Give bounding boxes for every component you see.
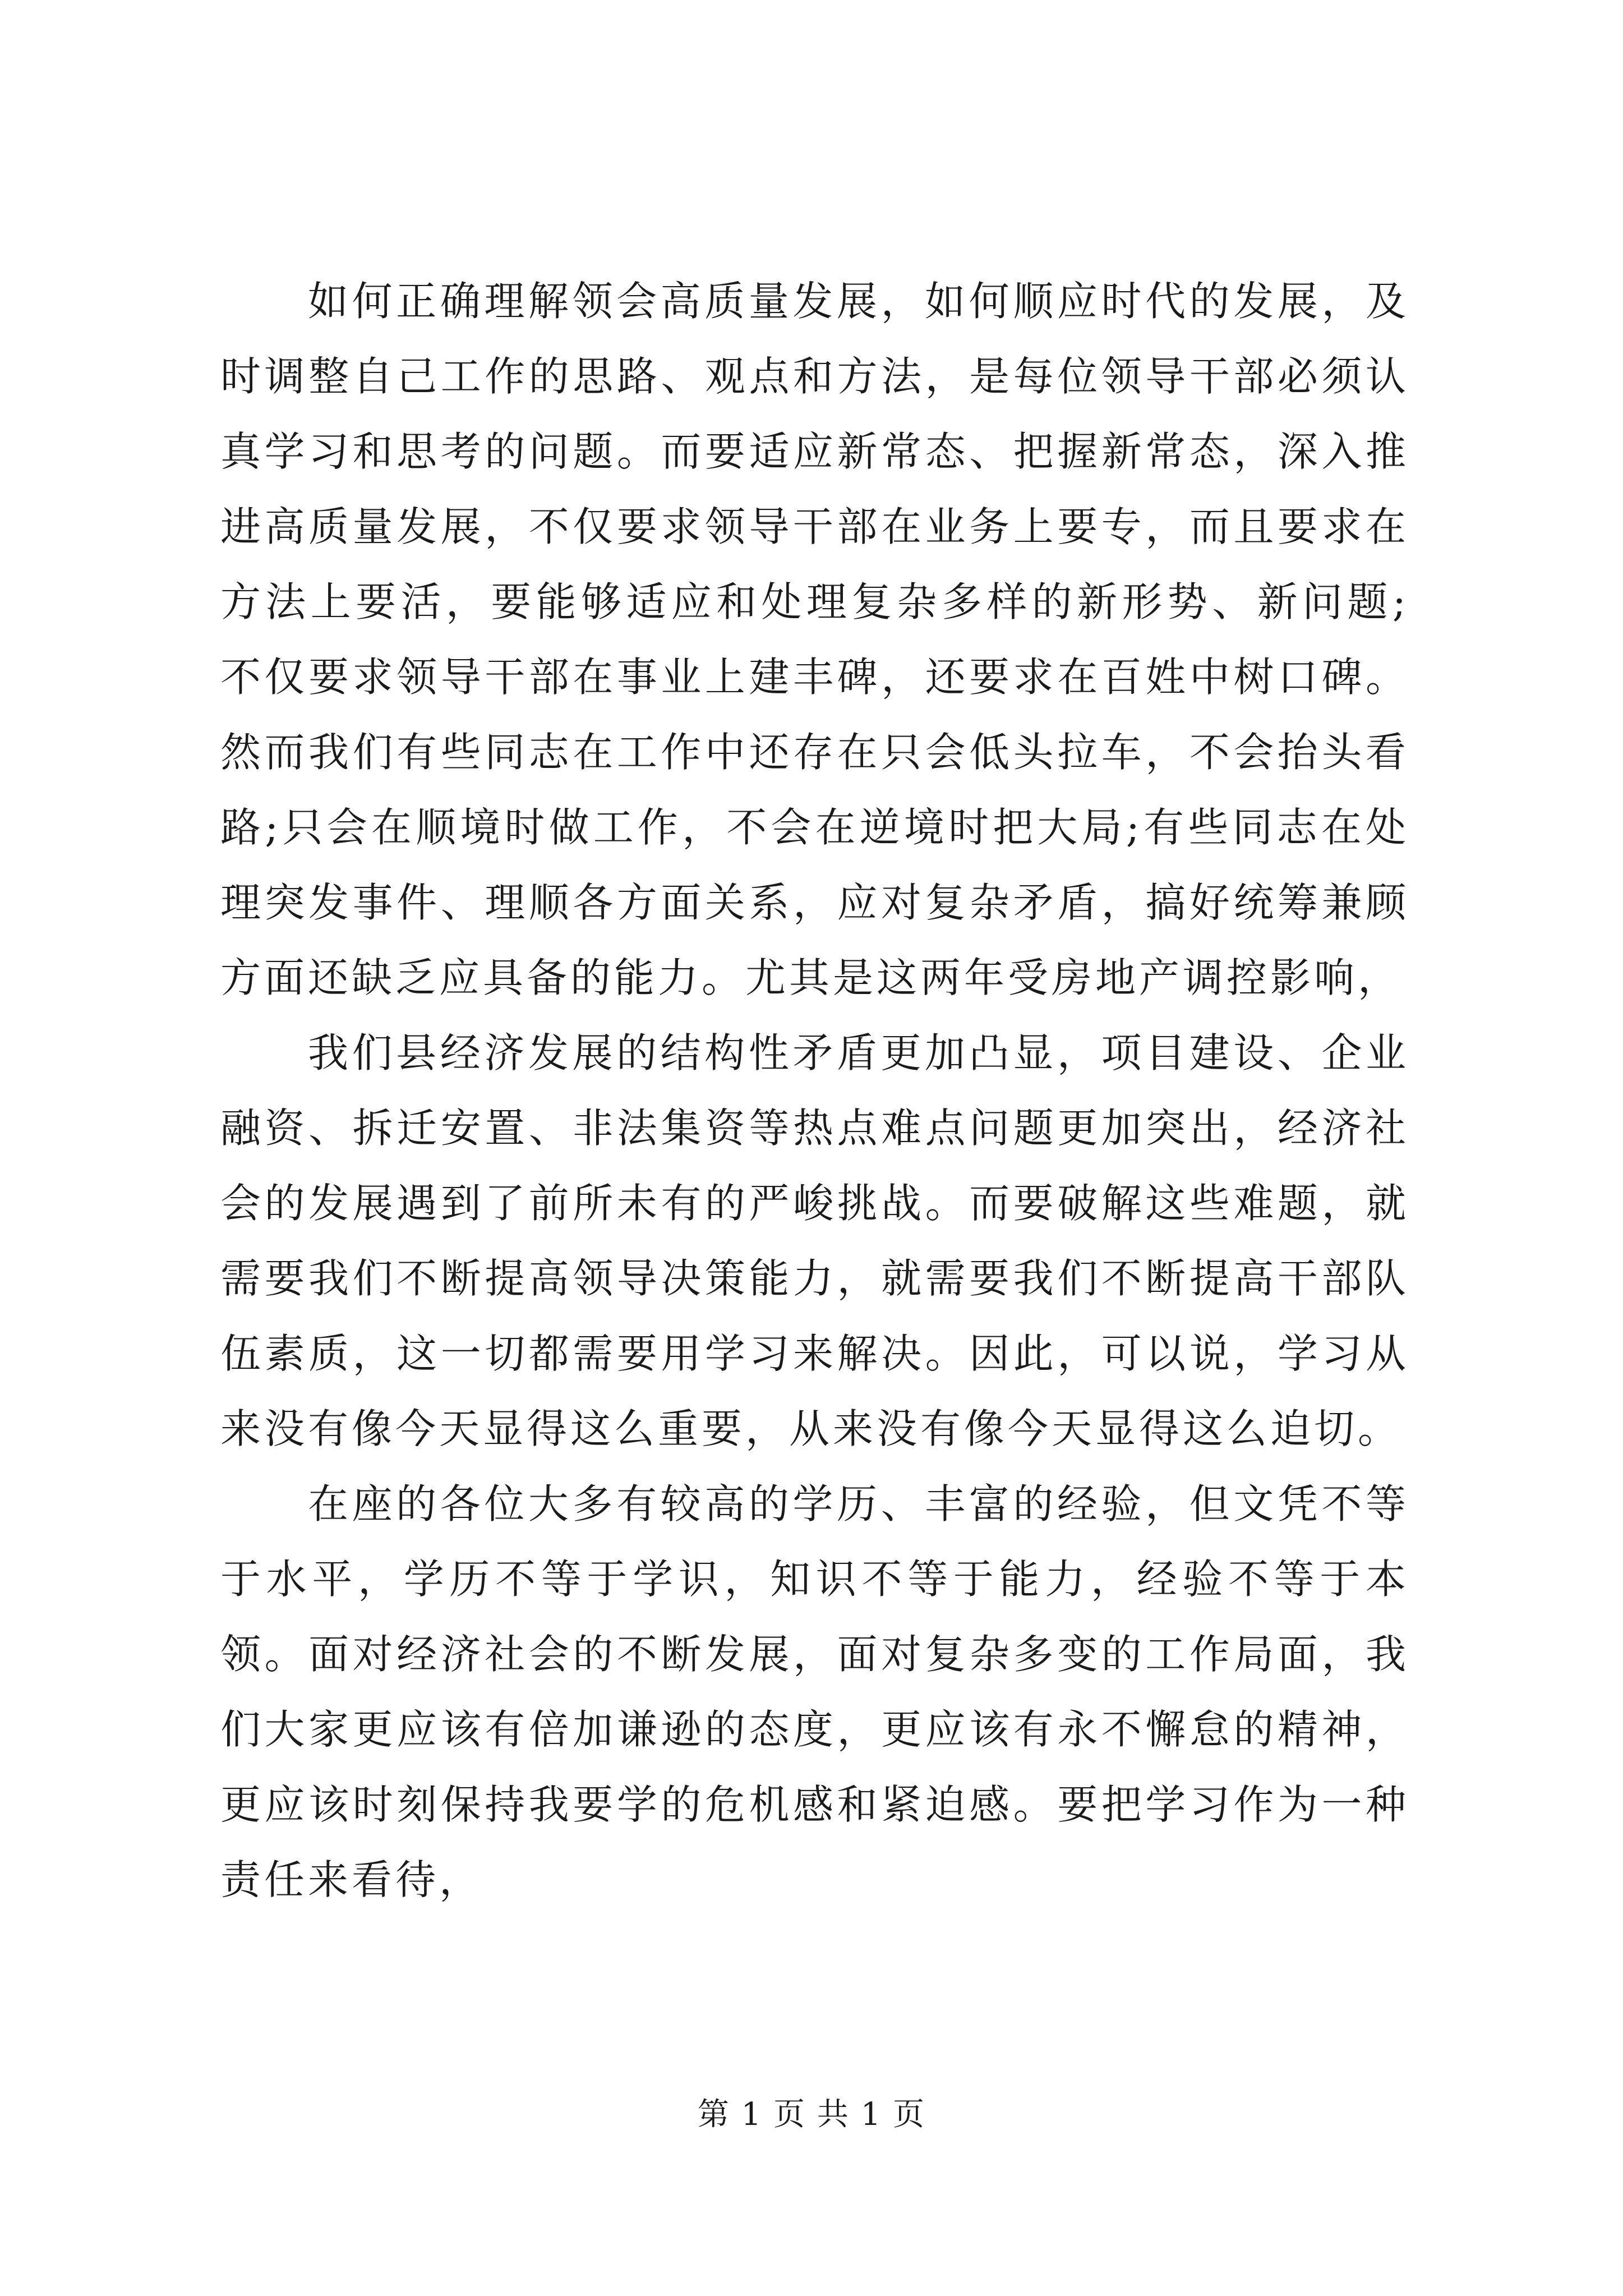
paragraph-2: 我们县经济发展的结构性矛盾更加凸显，项目建设、企业融资、拆迁安置、非法集资等热点难点问题更加突出，经济社会的发展遇到了前所未有的严峻挑战。而要破解这些难题，就需要我们不断提高领导决策能力，就需要我们不断提高干部队伍素质，这一切都需要用学习来解决。因此，可以说，学习从来没有像今天显得这么重要，从来没有像今天显得这么迫切。: [220, 1029, 1409, 1452]
paragraph-1: 如何正确理解领会高质量发展，如何顺应时代的发展，及时调整自己工作的思路、观点和方法，是每位领导干部必须认真学习和思考的问题。而要适应新常态、把握新常态，深入推进高质量发展，不仅要求领导干部在业务上要专，而且要求在方法上要活，要能够适应和处理复杂多样的新形势、新问题;不仅要求领导干部在事业上建丰碑，还要求在百姓中树口碑。然而我们有些同志在工作中还存在只会低头拉车，不会抬头看路;只会在顺境时做工作，不会在逆境时把大局;有些同志在处理突发事件、理顺各方面关系，应对复杂矛盾，搞好统筹兼顾方面还缺乏应具备的能力。尤其是这两年受房地产调控影响，: [220, 278, 1409, 1001]
paragraph-3: 在座的各位大多有较高的学历、丰富的经验，但文凭不等于水平，学历不等于学识，知识不等于能力，经验不等于本领。面对经济社会的不断发展，面对复杂多变的工作局面，我们大家更应该有倍加谦逊的态度，更应该有永不懈怠的精神，更应该时刻保持我要学的危机感和紧迫感。要把学习作为一种责任来看待，: [220, 1480, 1409, 1903]
document-body: [220, 264, 1409, 1917]
page-footer: 第 1 页 共 1 页: [697, 2096, 926, 2133]
